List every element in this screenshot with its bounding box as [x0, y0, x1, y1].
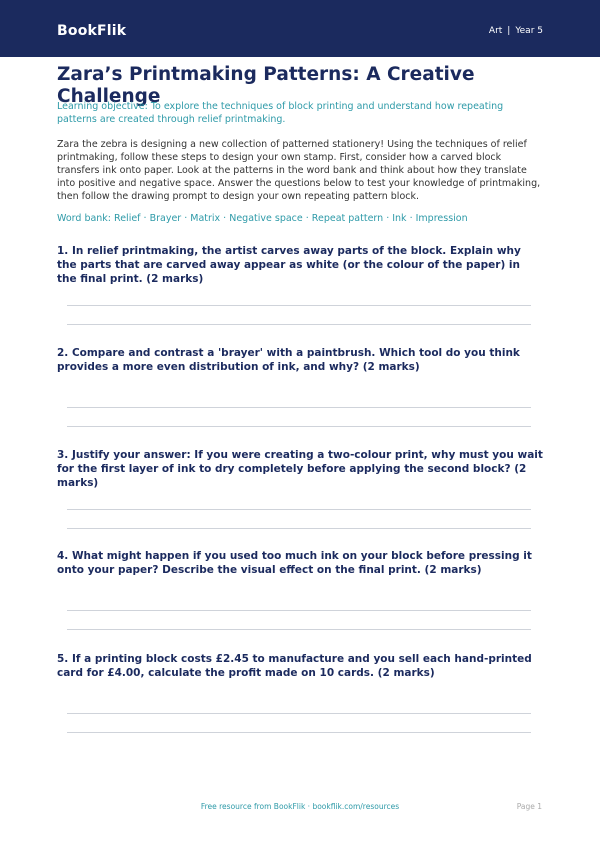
answer-line[interactable] — [67, 426, 531, 427]
learning-objective: Learning objective: To explore the techniques of block printing and understand how repeating patterns are created through relief printmaking. — [57, 101, 504, 125]
word-bank: Word bank: Relief · Brayer · Matrix · Negative space · Repeat pattern · Ink · Impression — [57, 213, 468, 224]
page-header — [0, 0, 600, 57]
question-text: 2. Compare and contrast a 'brayer' with a paintbrush. Which tool do you think provides a more even distribution of ink, and why? (2 marks) — [57, 347, 520, 373]
question-text: 1. In relief printmaking, the artist carves away parts of the block. Explain why the parts that are carved away appear as white (or the colour of the paper) in the final print. (2 marks) — [57, 245, 521, 285]
year-label: Year 5 — [515, 26, 543, 36]
worksheet-title: Zara’s Printmaking Patterns: A Creative Challenge — [57, 64, 475, 107]
answer-line[interactable] — [67, 629, 531, 630]
question-4 — [57, 549, 543, 577]
question-text: 3. Justify your answer: If you were creating a two-colour print, why must you wait for the first layer of ink to dry completely before applying the second block? (2 marks) — [57, 449, 543, 489]
question-text: 4. What might happen if you used too much ink on your block before pressing it onto your paper? Describe the visual effect on the final print. (2 marks) — [57, 550, 532, 576]
question-1 — [57, 244, 543, 286]
question-5 — [57, 652, 543, 680]
answer-line[interactable] — [67, 509, 531, 510]
answer-line[interactable] — [67, 610, 531, 611]
answer-line[interactable] — [67, 305, 531, 306]
subject-label: Art — [488, 26, 503, 36]
answer-line[interactable] — [67, 324, 531, 325]
footer-credit[interactable]: Free resource from BookFlik · bookflik.com/resources — [200, 802, 400, 811]
meta-separator: | — [507, 26, 511, 36]
answer-line[interactable] — [67, 732, 531, 733]
question-text: 5. If a printing block costs £2.45 to manufacture and you sell each hand-printed card for £4.00, calculate the profit made on 10 cards. (2 marks) — [57, 653, 532, 679]
subject-year-label — [489, 26, 543, 36]
question-3 — [57, 448, 543, 490]
answer-line[interactable] — [67, 713, 531, 714]
page-number: Page 1 — [516, 802, 542, 811]
brand-logo: BookFlik — [57, 23, 127, 39]
intro-paragraph: Zara the zebra is designing a new collection of patterned stationery! Using the techniques of relief printmaking, follow these steps to design your own stamp. First, consider how a carved block transfers ink onto paper. Look at the patterns in the word bank and think about how they translate into positive and negative space. Answer the questions below to test your knowledge of printmaking, then follow the drawing prompt to design your own repeating pattern block. — [57, 139, 541, 202]
answer-line[interactable] — [67, 407, 531, 408]
question-2 — [57, 346, 543, 374]
answer-line[interactable] — [67, 528, 531, 529]
